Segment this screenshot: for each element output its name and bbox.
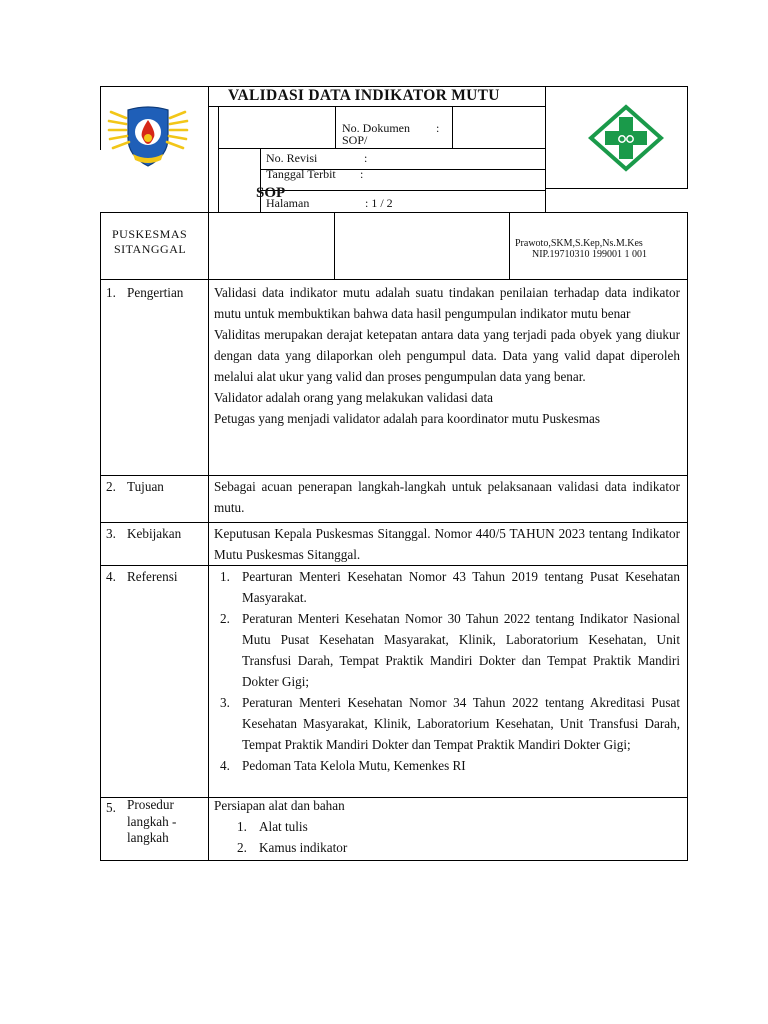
header-row-line bbox=[260, 190, 545, 191]
sign-top-border bbox=[100, 212, 688, 213]
sign-col-line bbox=[334, 212, 335, 279]
section-number: 2. bbox=[106, 479, 116, 494]
header-col-line bbox=[452, 106, 453, 148]
list-number: 3. bbox=[220, 695, 230, 710]
list-number: 2. bbox=[237, 840, 247, 855]
list-number: 1. bbox=[237, 819, 247, 834]
header-col-line bbox=[208, 86, 209, 212]
org-name-line1: PUSKESMAS bbox=[112, 227, 188, 241]
prosedur-intro: Persiapan alat dan bahan bbox=[214, 798, 345, 813]
no-dokumen-label: No. Dokumen bbox=[342, 121, 410, 135]
section-label-prosedur bbox=[127, 797, 176, 847]
pengertian-paragraph: Petugas yang menjadi validator adalah para koordinator mutu Puskesmas bbox=[214, 411, 601, 426]
halaman-value: : 1 / 2 bbox=[365, 196, 393, 210]
list-item bbox=[214, 566, 680, 608]
list-text: Pearturan Menteri Kesehatan Nomor 43 Tahun 2019 tentang Pusat Kesehatan Masyarakat. bbox=[242, 569, 680, 605]
header-right-border bbox=[687, 86, 688, 188]
header-right-bottom bbox=[545, 188, 688, 189]
table-right-border bbox=[687, 212, 688, 861]
section-label-kebijakan: Kebijakan bbox=[127, 526, 182, 541]
section-number: 3. bbox=[106, 526, 116, 541]
pengertian-paragraph: Validator adalah orang yang melakukan validasi data bbox=[214, 390, 494, 405]
list-number: 2. bbox=[220, 611, 230, 626]
referensi-list bbox=[214, 566, 680, 776]
prosedur-content bbox=[214, 795, 680, 858]
tujuan-content: Sebagai acuan penerapan langkah-langkah untuk pelaksanaan validasi data indikator mutu. bbox=[214, 479, 680, 515]
table-left-border bbox=[100, 212, 101, 861]
section-label-pengertian: Pengertian bbox=[127, 285, 184, 300]
header-row-line bbox=[208, 106, 545, 107]
list-number: 1. bbox=[220, 569, 230, 584]
no-revisi-label: No. Revisi bbox=[266, 151, 318, 165]
halaman-label: Halaman bbox=[266, 196, 310, 210]
no-dokumen-colon: : bbox=[436, 121, 440, 135]
pengertian-paragraph: Validasi data indikator mutu adalah suatu tindakan penilaian terhadap data indikator mutu untuk membuktikan bahwa data hasil pengumpulan indikator mutu benar bbox=[214, 285, 680, 321]
header-row-line bbox=[218, 148, 545, 149]
prosedur-label-line: langkah bbox=[127, 830, 169, 845]
header-col-line bbox=[545, 86, 546, 212]
kebijakan-content: Keputusan Kepala Puskesmas Sitanggal. Nomor 440/5 TAHUN 2023 tentang Indikator Mutu Puskesmas Sitanggal. bbox=[214, 526, 680, 562]
pengertian-content bbox=[214, 282, 680, 429]
tanggal-terbit-label: Tanggal Terbit bbox=[266, 167, 336, 181]
no-dokumen-value: SOP/ bbox=[342, 133, 368, 147]
table-bottom-border bbox=[100, 860, 688, 861]
list-item bbox=[214, 755, 680, 776]
org-name-line2: SITANGGAL bbox=[114, 242, 187, 256]
list-text: Pedoman Tata Kelola Mutu, Kemenkes RI bbox=[242, 758, 466, 773]
signer-name: Prawoto,SKM,S.Kep,Ns.M.Kes bbox=[515, 238, 643, 249]
section-number: 4. bbox=[106, 569, 116, 584]
header-col-line bbox=[260, 148, 261, 212]
list-text: Alat tulis bbox=[259, 819, 308, 834]
no-revisi-colon: : bbox=[364, 151, 368, 165]
list-text: Kamus indikator bbox=[259, 840, 348, 855]
list-item bbox=[214, 837, 680, 858]
prosedur-label-line: Prosedur bbox=[127, 797, 174, 812]
regional-emblem-logo bbox=[105, 104, 191, 170]
sign-bottom-border bbox=[100, 279, 688, 280]
header-col-line bbox=[335, 106, 336, 148]
list-item bbox=[214, 608, 680, 692]
table-col-line bbox=[208, 212, 209, 861]
list-item bbox=[214, 816, 680, 837]
tanggal-terbit-colon: : bbox=[360, 167, 364, 181]
pengertian-paragraph: Validitas merupakan derajat ketepatan antara data yang terjadi pada obyek yang diukur dengan data yang dilaporkan oleh pengumpul data. Data yang valid dapat diperoleh melalui alat ukur yang valid dan proses pengumpulan data yang benar. bbox=[214, 327, 680, 384]
list-item bbox=[214, 692, 680, 755]
header-left-border bbox=[100, 86, 101, 150]
header-col-line bbox=[218, 106, 219, 212]
section-label-referensi: Referensi bbox=[127, 569, 178, 584]
section-number: 5. bbox=[106, 800, 116, 815]
list-text: Peraturan Menteri Kesehatan Nomor 34 Tahun 2022 tentang Akreditasi Pusat Kesehatan Masyarakat, Klinik, Laboratorium Kesehatan, Unit Transfusi Darah, Tempat Praktik Mandiri Dokter dan Tempat Praktik Mandiri Dokter Gigi; bbox=[242, 695, 680, 752]
document-title: VALIDASI DATA INDIKATOR MUTU bbox=[228, 87, 500, 104]
sop-label: SOP bbox=[256, 185, 286, 201]
signer-nip: NIP.19710310 199001 1 001 bbox=[532, 249, 648, 260]
list-number: 4. bbox=[220, 758, 230, 773]
section-number: 1. bbox=[106, 285, 116, 300]
section-label-tujuan: Tujuan bbox=[127, 479, 164, 494]
sign-col-line bbox=[509, 212, 510, 279]
puskesmas-logo bbox=[588, 104, 664, 172]
prosedur-label-line: langkah - bbox=[127, 813, 177, 829]
list-text: Peraturan Menteri Kesehatan Nomor 30 Tahun 2022 tentang Indikator Nasional Mutu Pusat Kesehatan Masyarakat, Klinik, Laboratorium Kesehatan, Unit Transfusi Darah, Tempat Praktik Mandiri Dokter dan Tempat Praktik Mandiri Dokter Gigi; bbox=[242, 611, 680, 689]
